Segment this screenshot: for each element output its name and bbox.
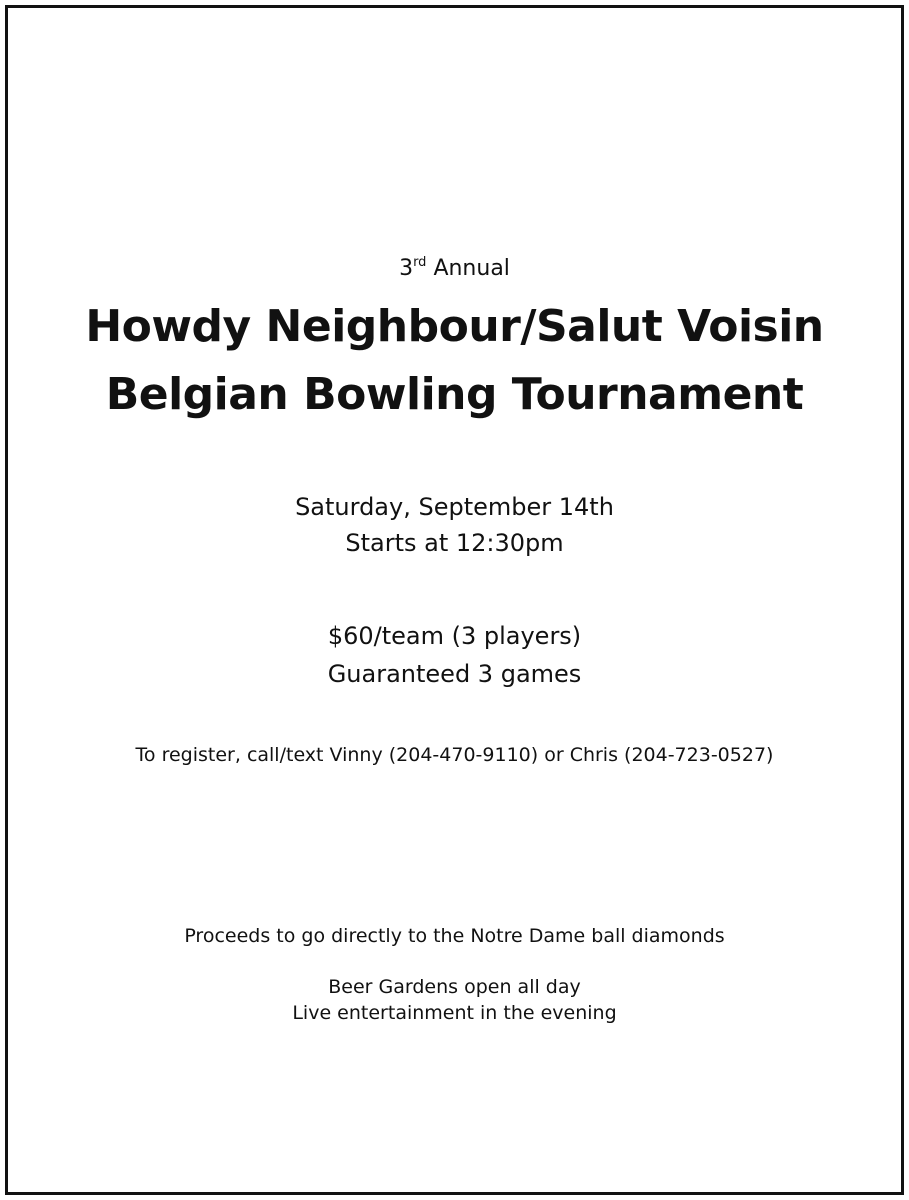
edition-number: 3	[399, 256, 414, 281]
title-line-2: Belgian Bowling Tournament	[105, 369, 804, 420]
entertainment-note: Live entertainment in the evening	[292, 1002, 617, 1024]
event-date: Saturday, September 14th	[295, 493, 614, 521]
proceeds-note: Proceeds to go directly to the Notre Dame ball diamonds	[184, 925, 725, 947]
title-line-1: Howdy Neighbour/Salut Voisin	[85, 301, 824, 352]
edition-line	[0, 256, 909, 281]
edition-word: Annual	[433, 256, 510, 281]
event-start-time: Starts at 12:30pm	[345, 529, 564, 557]
registration-info: To register, call/text Vinny (204-470-9110) or Chris (204-723-0527)	[135, 744, 774, 766]
guaranteed-games: Guaranteed 3 games	[327, 660, 582, 688]
team-price: $60/team (3 players)	[327, 622, 582, 650]
edition-suffix: rd	[413, 255, 427, 270]
beer-gardens-note: Beer Gardens open all day	[328, 976, 581, 998]
